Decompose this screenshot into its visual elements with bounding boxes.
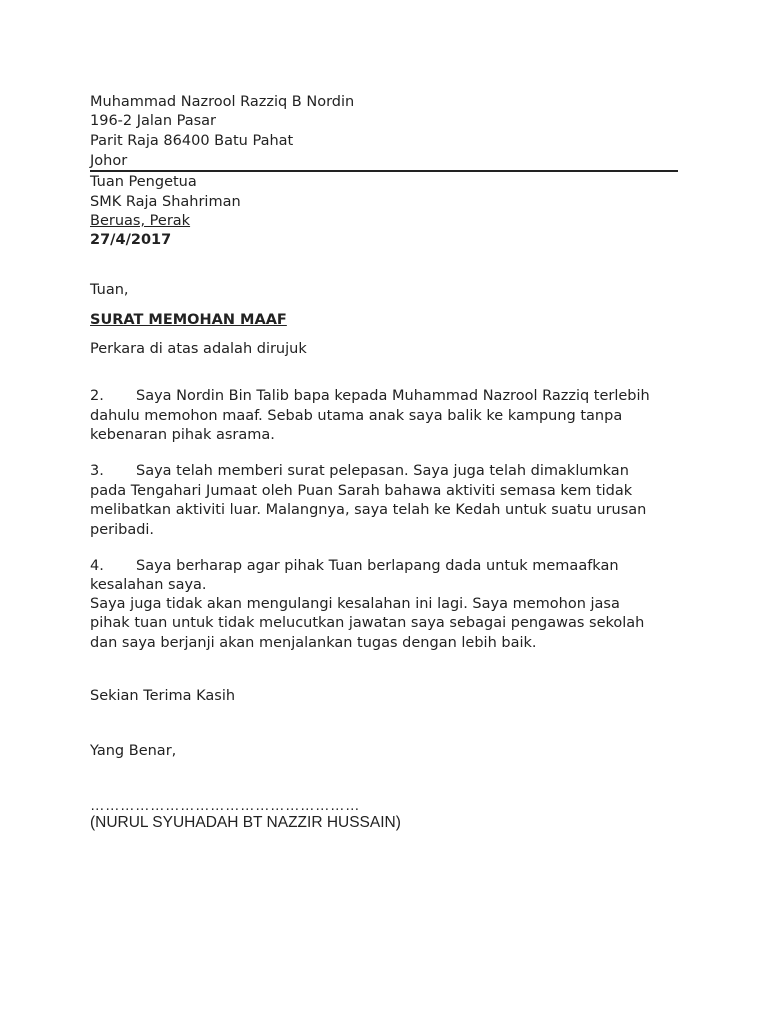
paragraph-text: Saya berharap agar pihak Tuan berlapang dada untuk memaafkan	[136, 558, 619, 574]
recipient-title: Tuan Pengetua	[90, 174, 197, 190]
paragraph-number: 3.	[90, 463, 104, 479]
sender-state: Johor	[90, 153, 128, 169]
sender-address-line-1: 196-2 Jalan Pasar	[90, 113, 216, 129]
paragraph-text: Saya Nordin Bin Talib bapa kepada Muhammad Nazrool Razziq terlebih	[136, 388, 650, 404]
letter-date: 27/4/2017	[90, 232, 172, 248]
sender-address-line-2: Parit Raja 86400 Batu Pahat	[90, 133, 294, 149]
paragraph-number: 4.	[90, 558, 104, 574]
reference-line: Perkara di atas adalah dirujuk	[90, 341, 307, 357]
recipient-location: Beruas, Perak	[90, 213, 191, 229]
paragraph-4-line-3: Saya juga tidak akan mengulangi kesalahan ini lagi. Saya memohon jasa	[90, 596, 620, 612]
paragraph-text: Saya telah memberi surat pelepasan. Saya juga telah dimaklumkan	[136, 463, 629, 479]
signature-line: ………………………………………………	[90, 798, 360, 814]
paragraph-4-line-4: pihak tuan untuk tidak melucutkan jawatan saya sebagai pengawas sekolah	[90, 615, 645, 631]
paragraph-3-line-1	[90, 461, 629, 481]
paragraph-4-line-2: kesalahan saya.	[90, 577, 207, 593]
paragraph-2-line-3: kebenaran pihak asrama.	[90, 427, 275, 443]
closing: Sekian Terima Kasih	[90, 688, 236, 704]
letter-subject: SURAT MEMOHAN MAAF	[90, 312, 287, 328]
sign-off: Yang Benar,	[90, 743, 177, 759]
paragraph-3-line-4: peribadi.	[90, 522, 155, 538]
paragraph-3-line-2: pada Tengahari Jumaat oleh Puan Sarah bahawa aktiviti semasa kem tidak	[90, 483, 633, 499]
paragraph-number: 2.	[90, 388, 104, 404]
salutation: Tuan,	[90, 282, 129, 298]
paragraph-4-line-1	[90, 556, 619, 576]
signatory-name: (NURUL SYUHADAH BT NAZZIR HUSSAIN)	[90, 814, 401, 831]
paragraph-2-line-1	[90, 386, 650, 406]
recipient-school: SMK Raja Shahriman	[90, 194, 241, 210]
paragraph-3-line-3: melibatkan aktiviti luar. Malangnya, saya telah ke Kedah untuk suatu urusan	[90, 502, 647, 518]
sender-name: Muhammad Nazrool Razziq B Nordin	[90, 94, 355, 110]
paragraph-4-line-5: dan saya berjanji akan menjalankan tugas dengan lebih baik.	[90, 635, 537, 651]
paragraph-2-line-2: dahulu memohon maaf. Sebab utama anak saya balik ke kampung tanpa	[90, 408, 623, 424]
